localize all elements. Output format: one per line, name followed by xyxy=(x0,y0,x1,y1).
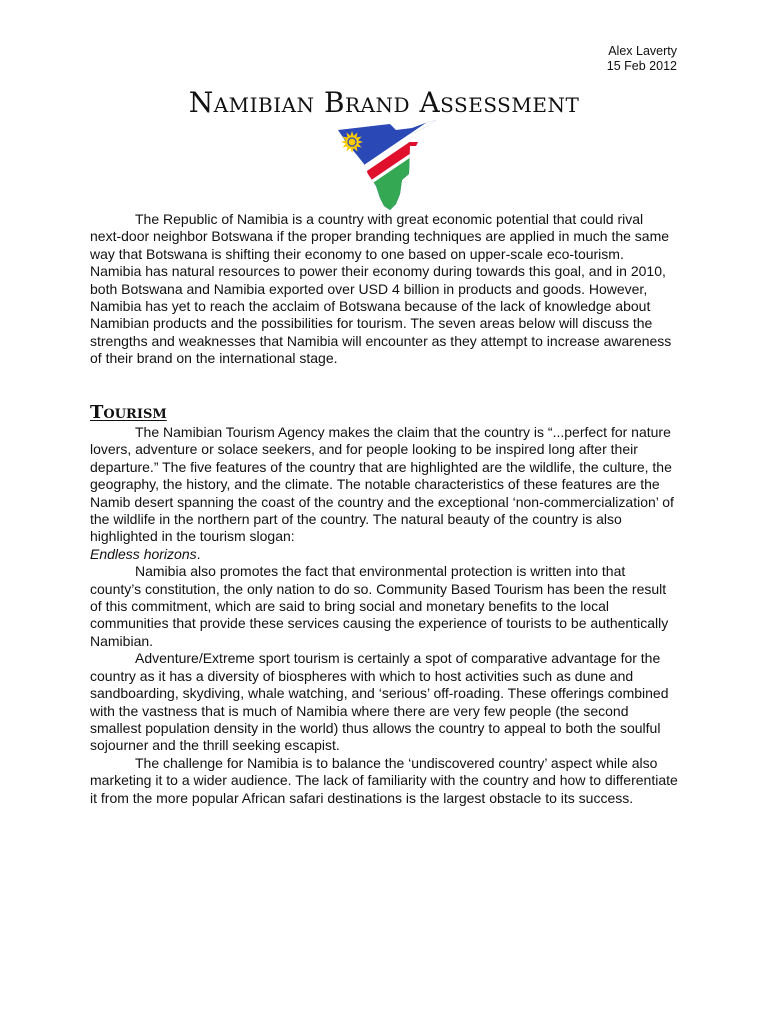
tourism-slogan-period: . xyxy=(196,545,201,562)
section-heading-tourism: Tourism xyxy=(90,402,167,423)
tourism-paragraph-2: Namibia also promotes the fact that environmental protection is written into that county’s constitution, the only nation to do so. Community Based Tourism has been the result of this commitment, which are said to bring social and monetary benefits to the local communities that provide these services causing the experience of tourists to be authentically Namibian. xyxy=(90,563,669,649)
document-title: Namibian Brand Assessment xyxy=(188,86,580,119)
author-date-block xyxy=(607,44,677,74)
author-name: Alex Laverty xyxy=(608,44,677,58)
tourism-paragraph-3: Adventure/Extreme sport tourism is certainly a spot of comparative advantage for the country as it has a diversity of biospheres with which to host activities such as dune and sandboarding, skydiving, whale watching, and ‘serious’ off-roading. These offerings combined with the vastness that is much of Namibia where there are very few people (the second smallest population density in the world) thus allows the country to appeal to both the soulful sojourner and the thrill seeking escapist. xyxy=(90,650,669,754)
tourism-slogan: Endless horizons xyxy=(90,545,197,562)
document-date: 15 Feb 2012 xyxy=(606,59,677,73)
tourism-paragraph-4: The challenge for Namibia is to balance the ‘undiscovered country’ aspect while also marketing it to a wider audience. The lack of familiarity with the country and how to differentiate it from the more popular African safari destinations is the largest obstacle to its success. xyxy=(90,754,678,806)
tourism-paragraph-1 xyxy=(90,424,678,563)
intro-paragraph: The Republic of Namibia is a country with great economic potential that could rival next-door neighbor Botswana if the proper branding techniques are applied in much the same way that Botswana is shifting their economy to one based on upper-scale eco-tourism. Namibia has natural resources to power their economy during towards this goal, and in 2010, both Botswana and Namibia exported over USD 4 billion in products and goods. However, Namibia has yet to reach the acclaim of Botswana because of the lack of knowledge about Namibian products and the possibilities for tourism. The seven areas below will discuss the strengths and weaknesses that Namibia will encounter as they attempt to increase awareness of their brand on the international stage. xyxy=(90,211,672,367)
tourism-paragraph-1-text: The Namibian Tourism Agency makes the claim that the country is “...perfect for nature lovers, adventure or solace seekers, and for people looking to be inspired long after their departure.” The five features of the country that are highlighted are the wildlife, the culture, the geography, the history, and the climate. The notable characteristics of these features are the Namib desert spanning the coast of the country and the exceptional ‘non-commercialization’ of the wildlife in the northern part of the country. The natural beauty of the country is also highlighted in the tourism slogan: xyxy=(90,424,674,545)
namibia-flag-map-icon xyxy=(330,116,442,212)
tourism-section-body xyxy=(90,424,678,807)
